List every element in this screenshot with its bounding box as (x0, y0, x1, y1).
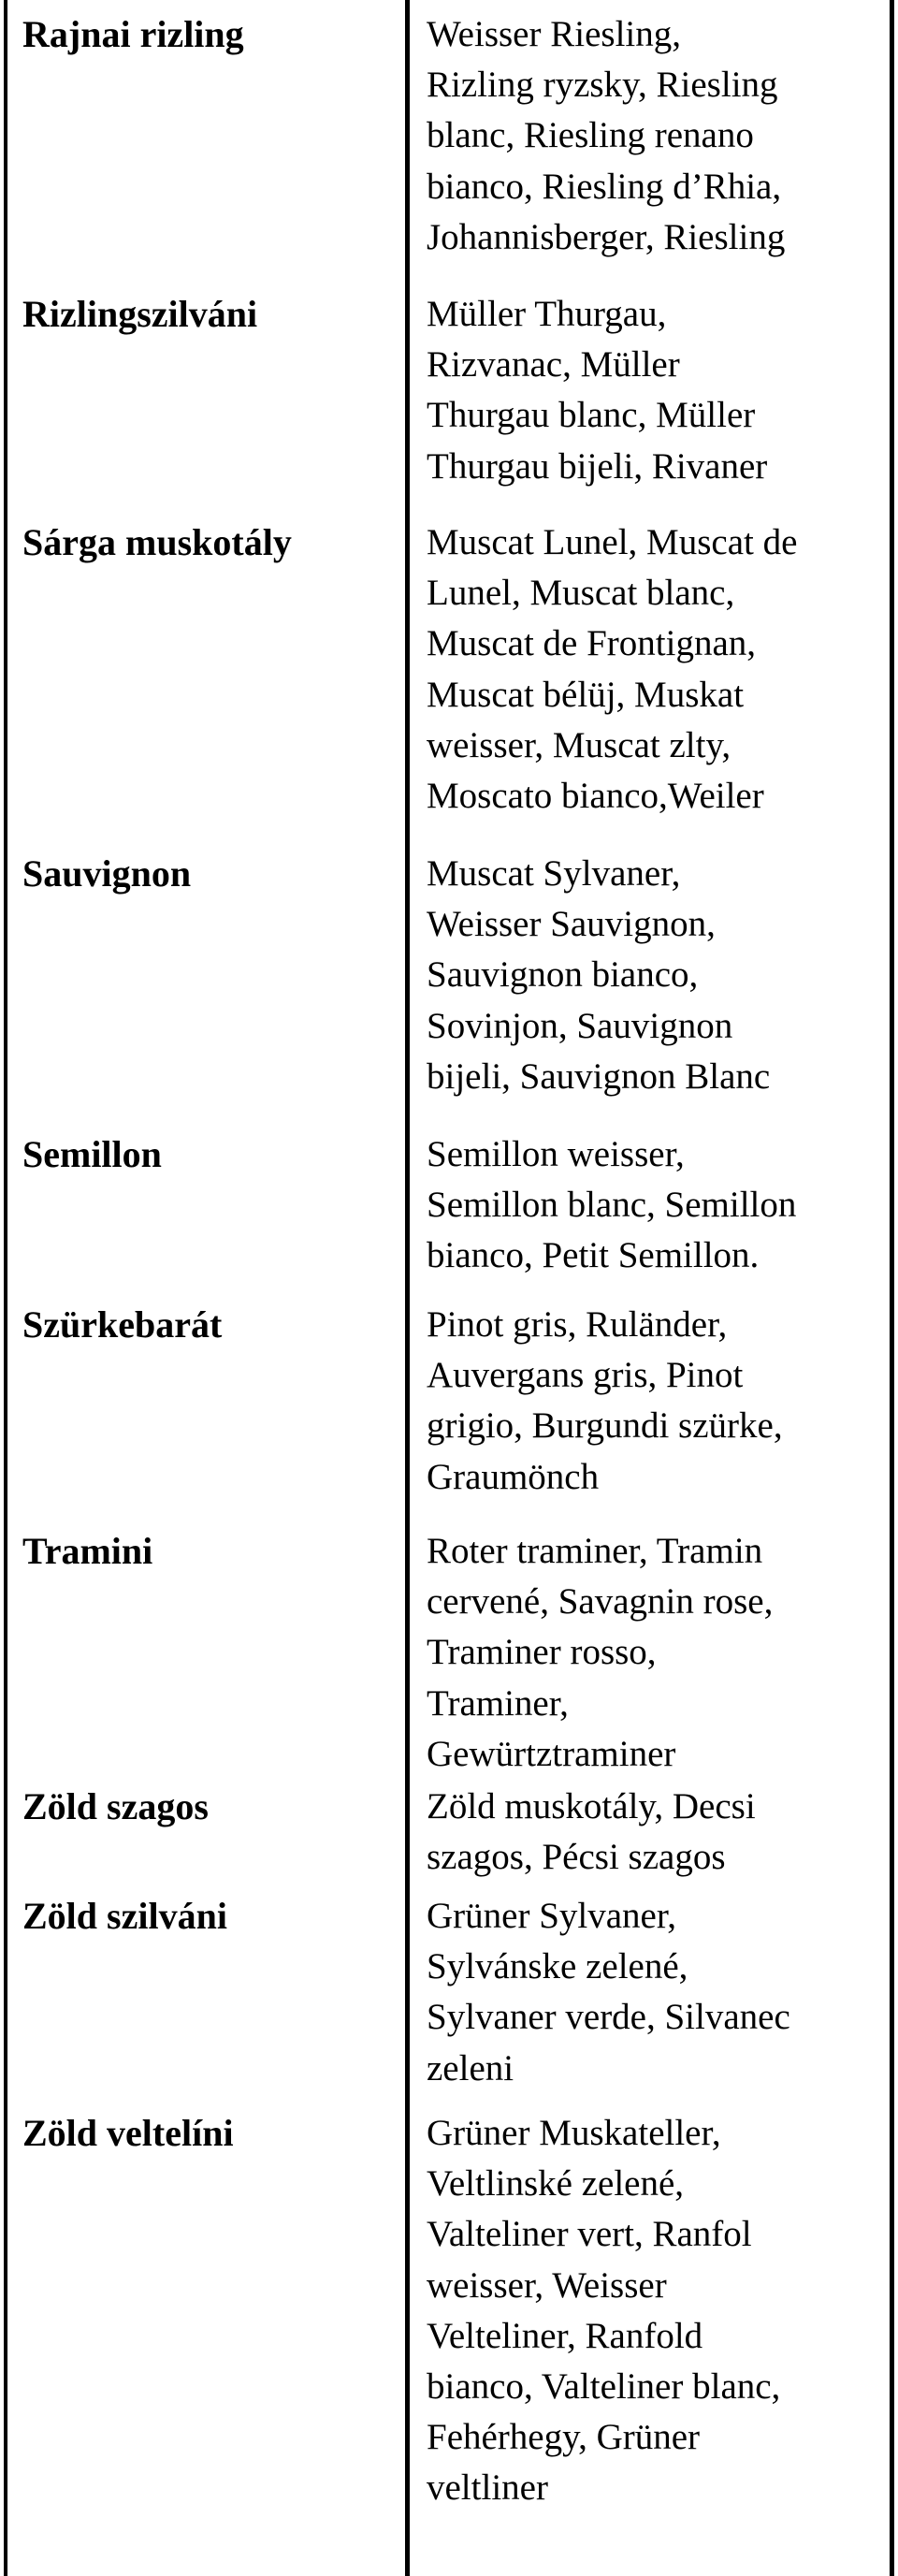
synonym-line: Sylvaner verde, Silvanec (427, 1997, 790, 2038)
synonym-line: Grüner Sylvaner, (427, 1896, 677, 1936)
synonym-list (427, 1891, 885, 2094)
grape-name: Rajnai rizling (22, 13, 244, 55)
grape-name: Zöld veltelíni (22, 2112, 234, 2154)
synonym-list (427, 517, 885, 822)
synonym-line: Muscat Sylvaner, (427, 853, 681, 894)
synonym-list (427, 289, 885, 492)
synonym-line: Semillon blanc, Semillon (427, 1185, 797, 1226)
synonym-line: weisser, Weisser (427, 2264, 667, 2306)
grape-name: Zöld szagos (22, 1785, 209, 1827)
synonym-line: Traminer, (427, 1682, 569, 1724)
synonym-line: Graumönch (427, 1456, 600, 1497)
table-column-divider (405, 0, 410, 2576)
synonym-line: Muscat de Frontignan, (427, 623, 757, 664)
synonym-list (427, 1129, 885, 1282)
synonym-line: bijeli, Sauvignon Blanc (427, 1055, 771, 1097)
synonym-line: Muscat bélüj, Muskat (427, 674, 745, 715)
synonym-line: Roter traminer, Tramin (427, 1531, 763, 1571)
synonym-list (427, 1782, 885, 1883)
synonym-line: Moscato bianco,Weiler (427, 776, 764, 817)
synonym-line: Johannisberger, Riesling (427, 216, 786, 257)
synonym-list (427, 849, 885, 1102)
synonym-line: Zöld muskotály, Decsi (427, 1786, 756, 1826)
synonym-line: bianco, Riesling d’Rhia, (427, 166, 782, 207)
grape-name: Zöld szilváni (22, 1895, 227, 1937)
synonym-line: Müller Thurgau, (427, 294, 667, 334)
synonym-line: Rizvanac, Müller (427, 344, 680, 386)
synonym-line: blanc, Riesling renano (427, 115, 754, 156)
synonym-line: veltliner (427, 2467, 548, 2509)
synonym-line: Velteliner, Ranfold (427, 2315, 703, 2356)
grape-name: Sauvignon (22, 852, 192, 895)
synonym-line: Valteliner vert, Ranfol (427, 2214, 752, 2255)
synonym-line: Sauvignon bianco, (427, 954, 699, 996)
synonym-line: Weisser Riesling, (427, 14, 681, 54)
synonym-line: Sylvánske zelené, (427, 1946, 688, 1987)
synonym-line: Muscat Lunel, Muscat de (427, 522, 798, 562)
synonym-line: cervené, Savagnin rose, (427, 1581, 774, 1623)
table-right-border (890, 0, 894, 2576)
grape-name: Rizlingszilváni (22, 293, 258, 335)
synonym-line: zeleni (427, 2047, 514, 2088)
synonym-line: Grüner Muskateller, (427, 2113, 721, 2153)
synonym-list (427, 1526, 885, 1780)
synonym-list (427, 9, 885, 263)
synonym-line: grigio, Burgundi szürke, (427, 1405, 783, 1447)
synonym-line: Rizling ryzsky, Riesling (427, 65, 778, 106)
synonym-line: Semillon weisser, (427, 1134, 685, 1174)
synonym-line: Thurgau bijeli, Rivaner (427, 445, 768, 487)
synonym-line: Traminer rosso, (427, 1632, 657, 1673)
synonym-line: Thurgau blanc, Müller (427, 395, 756, 436)
synonym-line: szagos, Pécsi szagos (427, 1837, 726, 1878)
synonym-line: bianco, Valteliner blanc, (427, 2366, 781, 2408)
synonym-list (427, 2108, 885, 2514)
synonym-line: Lunel, Muscat blanc, (427, 573, 735, 614)
synonym-line: Gewürtztraminer (427, 1733, 676, 1774)
table-left-border (4, 0, 7, 2576)
synonym-line: Sovinjon, Sauvignon (427, 1005, 733, 1046)
grape-name: Sárga muskotály (22, 521, 292, 563)
synonym-list (427, 1300, 885, 1503)
synonym-line: Veltlinské zelené, (427, 2163, 685, 2205)
grape-name: Szürkebarát (22, 1303, 223, 1346)
synonym-line: Weisser Sauvignon, (427, 904, 716, 945)
grape-name: Tramini (22, 1530, 153, 1572)
grape-name: Semillon (22, 1133, 162, 1175)
synonym-line: weisser, Muscat zlty, (427, 724, 731, 765)
synonym-line: Fehérhegy, Grüner (427, 2417, 701, 2458)
synonym-line: Auvergans gris, Pinot (427, 1355, 744, 1396)
synonym-line: Pinot gris, Ruländer, (427, 1304, 728, 1345)
synonym-line: bianco, Petit Semillon. (427, 1235, 760, 1276)
